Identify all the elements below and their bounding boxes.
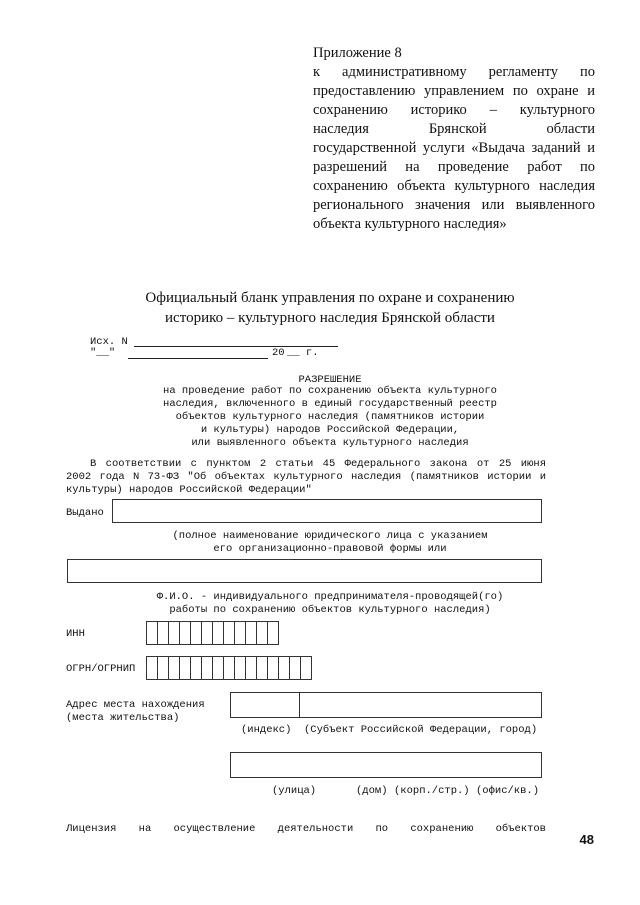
appendix-line: наследия Брянской области [313,121,595,137]
fio-hint-line: Ф.И.О. - индивидуального предпринимателя-проводящей(го) [156,591,504,603]
outgoing-date-month-field[interactable] [128,358,268,359]
appendix-line: сохранению объекта культурного наследия [313,178,595,194]
ogrn-label: ОГРН/ОГРНИП [66,663,136,675]
appendix-line: объекта культурного наследия» [313,216,507,232]
permit-subtitle [80,385,580,450]
ogrn-cell[interactable] [300,656,312,680]
outgoing-number-label: Исх. N [90,336,128,348]
address-label-line: (места жительства) [66,712,180,724]
appendix-line: регионального значения или выявленного [313,197,595,213]
address-index-hint: (индекс) [241,724,292,736]
permit-title: РАЗРЕШЕНИЕ [298,374,362,386]
inn-cell[interactable] [267,621,279,645]
outgoing-date-day: "__" [90,347,116,359]
inn-field[interactable] [146,621,278,645]
address-street-field[interactable] [230,752,542,778]
issued-label: Выдано [66,507,104,519]
address-building-hint: (корп./стр.) [394,785,470,797]
outgoing-year-suffix: __ г. [287,347,319,359]
issued-hint-line: (полное наименование юридического лица с указанием [172,530,488,542]
appendix-line: разрешений на проведение работ по [313,159,595,175]
permit-subtitle-line: наследия, включенного в единый государственный реестр [163,398,497,410]
address-house-hint: (дом) [356,785,388,797]
issued-name-field[interactable] [112,499,542,523]
ogrn-field[interactable] [146,656,311,680]
page-number: 48 [579,832,594,847]
appendix-line: государственной услуги «Выдача заданий и [313,140,595,156]
address-label [66,699,205,725]
permit-subtitle-line: объектов культурного наследия (памятников истории [175,411,485,423]
address-office-hint: (офис/кв.) [476,785,540,797]
inn-label: ИНН [66,628,85,640]
appendix-line: к административному регламенту по [313,64,595,80]
basis-line: культуры) народов Российской Федерации" [66,484,312,496]
appendix-block [313,44,595,234]
address-subject-field[interactable] [299,692,542,718]
appendix-line: предоставлению управлением по охране и [313,83,595,99]
permit-subtitle-line: и культуры) народов Российской Федерации, [200,424,460,436]
issued-name-continuation-field[interactable] [67,559,542,583]
issued-hint-line: его организационно-правовой формы или [213,543,447,555]
address-subject-hint: (Субъект Российской Федерации, город) [304,724,538,736]
permit-subtitle-line: на проведение работ по сохранению объекта культурного [163,385,497,397]
basis-line: 2002 года N 73-ФЗ "Об объектах культурного наследия (памятников истории и [66,471,546,483]
appendix-line: сохранению историко – культурного [313,102,595,118]
basis-line: В соответствии с пунктом 2 статьи 45 Федерального закона от 25 июня [90,458,546,470]
address-index-field[interactable] [230,692,300,718]
license-line: Лицензия на осуществление деятельности по сохранению объектов [66,823,546,835]
issued-hint [110,530,550,556]
official-title [60,288,600,328]
official-title-line: историко – культурного наследия Брянской области [165,310,495,326]
outgoing-year-prefix: 20 [272,347,285,359]
appendix-title: Приложение 8 [313,45,402,61]
permit-subtitle-line: или выявленного объекта культурного наследия [191,437,469,449]
official-title-line: Официальный бланк управления по охране и сохранению [145,290,515,306]
fio-hint [80,591,580,617]
fio-hint-line: работы по сохранению объектов культурного наследия) [169,604,491,616]
address-label-line: Адрес места нахождения [66,699,205,711]
address-street-hint: (улица) [272,785,317,797]
